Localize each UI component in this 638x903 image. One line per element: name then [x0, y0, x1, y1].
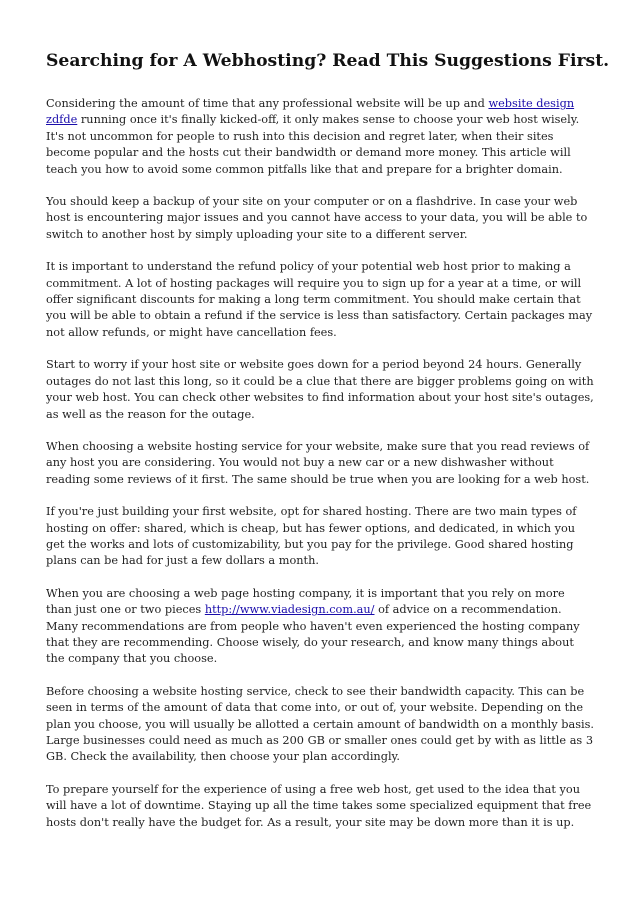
paragraph-6: If you're just building your first website, opt for shared hosting. There are two main types of hosting on offer: shared, which is cheap, but has fewer options, and dedicated, in which you get the works and lots of customizability, but you pay for the privilege. Good shared hosting plans can be had for just a few dollars a month. [46, 505, 577, 568]
paragraph-7-text-after: of advice on a recommendation. Many recommendations are from people who haven't even experienced the hosting company that they are recommending. Choose wisely, do your research, and know many things about the company that you choose. [46, 603, 580, 666]
page-title: Searching for A Webhosting? Read This Suggestions First. [46, 51, 610, 71]
paragraph-1 [46, 96, 594, 178]
paragraph-8: Before choosing a website hosting service, check to see their bandwidth capacity. This can be seen in terms of the amount of data that come into, or out of, your website. Depending on the plan you choose, you will usually be allotted a certain amount of bandwidth on a monthly basis. Large businesses could need as much as 200 GB or smaller ones could get by with as little as 3 GB. Check the availability, then choose your plan accordingly. [46, 684, 594, 764]
viadesign-link[interactable]: http://www.viadesign.com.au/ [204, 603, 375, 617]
website-design-link[interactable]: website design zdfde [46, 97, 575, 127]
paragraph-2: You should keep a backup of your site on your computer or on a flashdrive. In case your web host is encountering major issues and you cannot have access to your data, you will be able to switch to another host by simply uploading your site to a different server. [46, 195, 588, 241]
paragraph-7-text-before: When you are choosing a web page hosting company, it is important that you rely on more than just one or two pieces [46, 586, 565, 617]
paragraph-9: To prepare yourself for the experience of using a free web host, get used to the idea that you will have a lot of downtime. Staying up all the time takes some specialized equipment that free hosts don't really have the budget for. As a result, your site may be down more than it is up. [46, 782, 592, 829]
paragraph-7 [46, 586, 594, 668]
paragraph-1-text-after: running once it's finally kicked-off, it only makes sense to choose your web host wisely. It's not uncommon for people to rush into this decision and regret later, when their sites become popular and the hosts cut their bandwidth or demand more money. This article will teach you how to avoid some common pitfalls like that and prepare for a brighter domain. [46, 113, 580, 176]
paragraph-3: It is important to understand the refund policy of your potential web host prior to making a commitment. A lot of hosting packages will require you to sign up for a year at a time, or will offer significant discounts for making a long term commitment. You should make certain that you will be able to obtain a refund if the service is less than satisfactory. Certain packages may not allow refunds, or might have cancellation fees. [46, 260, 593, 339]
document-page [46, 50, 610, 847]
paragraph-1-text-before: Considering the amount of time that any professional website will be up and [46, 97, 489, 110]
paragraph-4: Start to worry if your host site or website goes down for a period beyond 24 hours. Generally outages do not last this long, so it could be a clue that there are bigger problems going on with your web host. You can check other websites to find information about your host site's outages, as well as the reason for the outage. [46, 358, 594, 421]
paragraph-5: When choosing a website hosting service for your website, make sure that you read reviews of any host you are considering. You would not buy a new car or a new dishwasher without reading some reviews of it first. The same should be true when you are looking for a web host. [46, 439, 590, 486]
